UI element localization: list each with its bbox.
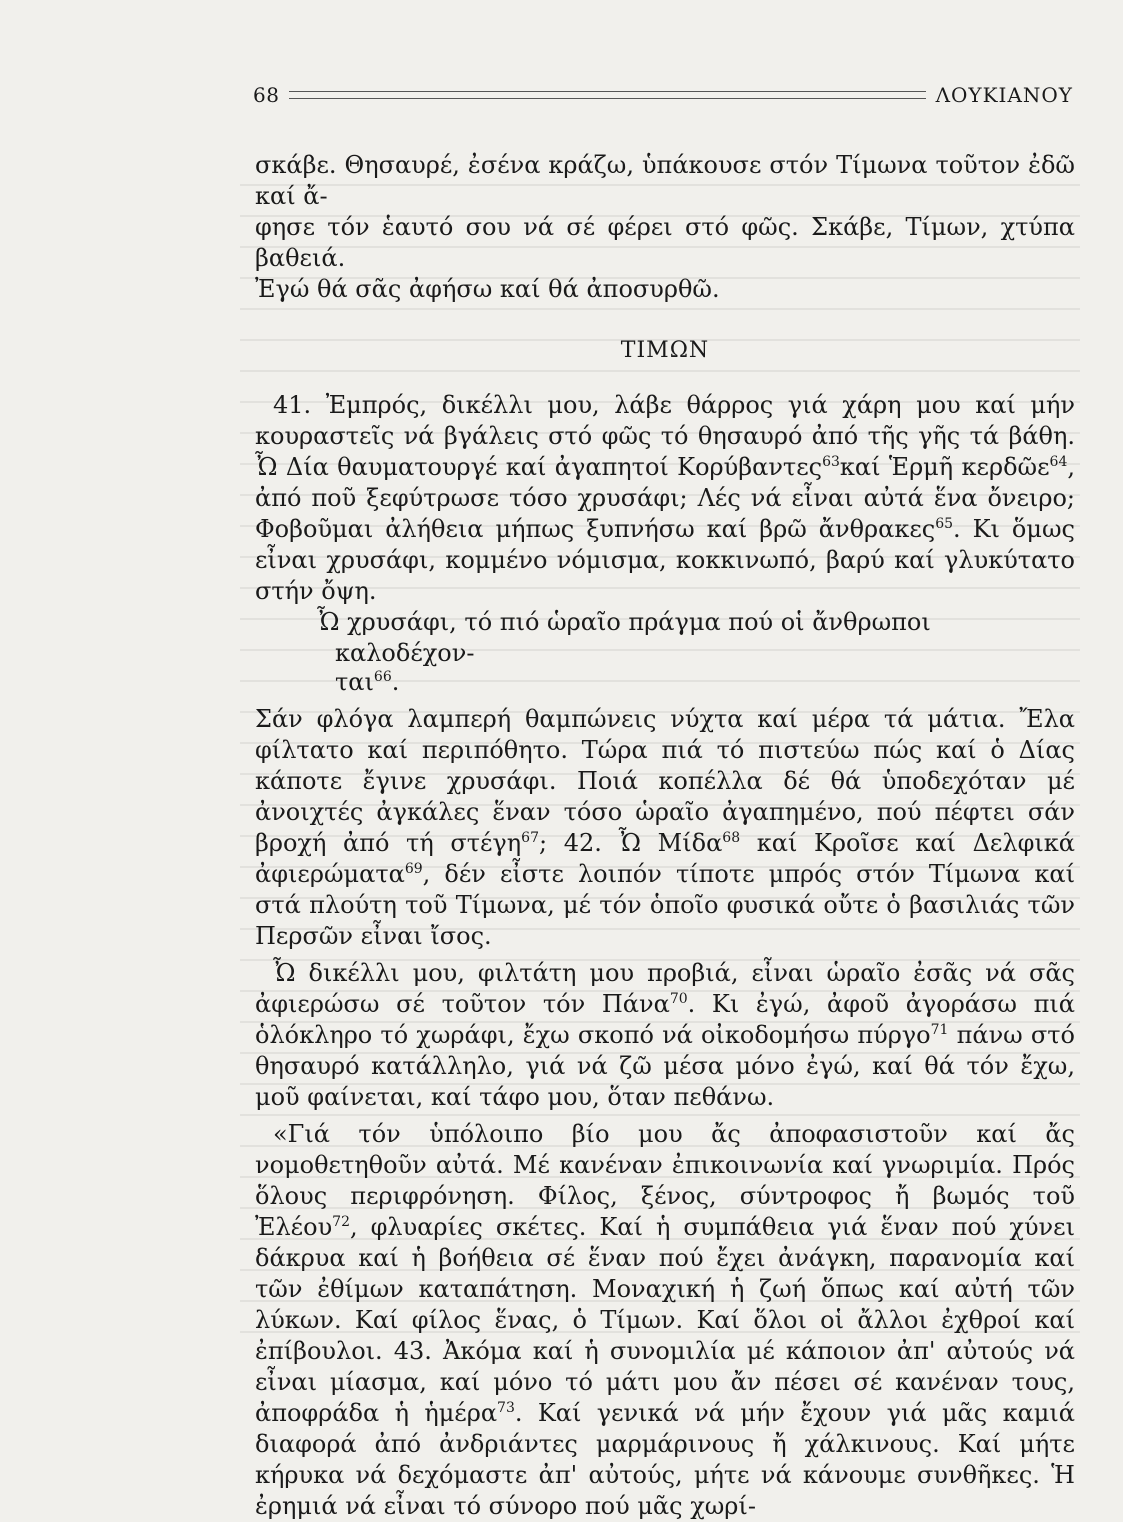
para2-text-b: ; 42. Ὦ Μίδα xyxy=(538,829,723,857)
para1-text-a: 41. Ἐμπρός, δικέλλι μου, λάβε θάρρος γιά χάρη μου καί μήν κουραστεῖς νά βγάλεις στό φῶς τό θησαυρό ἀπό τῆς γῆς τά βάθη. Ὦ Δία θαυματουργέ καί ἀγαπητοί Κορύβαντες xyxy=(255,391,1075,481)
para2-text-d: , δέν εἶστε λοιπόν τίποτε μπρός στόν Τίμωνα καί στά πλούτη τοῦ Τίμωνα, μέ τόν ὁποῖο φυσικά οὔτε ὁ βασιλιάς τῶν Περσῶν εἶναι ἴσος. xyxy=(255,860,1075,950)
footnote-ref-64: 64 xyxy=(1049,454,1068,470)
para3-text-a: Ὦ δικέλλι μου, φιλτάτη μου προβιά, εἶναι ὡραῖο ἐσᾶς νά σᾶς ἀφιερώσω σέ τοῦτον τόν Πάνα xyxy=(255,959,1075,1018)
footnote-ref-69: 69 xyxy=(404,861,423,877)
para2-text-c: καί Κροῖσε καί Δελφικά ἀφιερώματα xyxy=(255,829,1075,888)
footnote-ref-66: 66 xyxy=(373,669,392,685)
footnote-ref-73: 73 xyxy=(497,1400,515,1416)
running-header xyxy=(253,78,1073,112)
opening-line-2: φησε τόν ἑαυτό σου νά σέ φέρει στό φῶς. Σκάβε, Τίμων, χτύπα βαθειά. xyxy=(255,213,1075,272)
paragraph-continuation xyxy=(255,704,1075,952)
verse-line-2-text: ται xyxy=(335,668,374,696)
footnote-ref-72: 72 xyxy=(332,1214,350,1230)
main-text xyxy=(255,150,1075,1522)
footnote-ref-67: 67 xyxy=(521,830,539,846)
footnote-ref-70: 70 xyxy=(669,991,688,1007)
page-number: 68 xyxy=(253,83,280,107)
header-rule xyxy=(289,91,925,99)
paragraph-dedication xyxy=(255,958,1075,1113)
running-title: ΛΟΥΚΙΑΝΟΥ xyxy=(935,83,1073,107)
footnote-ref-65: 65 xyxy=(935,516,954,532)
para4-text-b: , φλυαρίες σκέτες. Καί ἡ συμπάθεια γιά ἕναν πού χύνει δάκρυα καί ἡ βοήθεια σέ ἕναν πού ἔχει ἀνάγκη, παρανομία καί τῶν ἐθίμων καταπάτηση. Μοναχική ἡ ζωή ὅπως καί αὐτή τῶν λύκων. Καί φίλος ἕνας, ὁ Τίμων. Καί ὅλοι οἱ ἄλλοι ἐχθροί καί ἐπίβουλοι. 43. Ἀκόμα καί ἡ συνομιλία μέ κάποιον ἀπ' αὐτούς νά εἶναι μίασμα, καί μόνο τό μάτι μου ἄν πέσει σέ κανέναν τους, ἀποφράδα ἡ ἡμέρα xyxy=(255,1213,1075,1427)
para1-text-d: . Κι ὅμως εἶναι χρυσάφι, κομμένο νόμισμα, κοκκινωπό, βαρύ καί γλυκύτατο στήν ὄψη. xyxy=(255,515,1075,605)
para4-text-a: «Γιά τόν ὑπόλοιπο βίο μου ἄς ἀποφασιστοῦν καί ἄς νομοθετηθοῦν αὐτά. Μέ κανέναν ἐπικοινωνία καί γνωριμία. Πρός ὅλους περιφρόνηση. Φίλος, ξένος, σύντροφος ἤ βωμός τοῦ Ἐλέου xyxy=(255,1120,1075,1241)
paragraph-42-43 xyxy=(255,1119,1075,1522)
para1-text-b: καί Ἑρμῆ κερδῶε xyxy=(839,453,1050,481)
verse-quotation xyxy=(255,607,1075,698)
footnote-ref-71: 71 xyxy=(930,1022,949,1038)
verse-line-2-end: . xyxy=(391,668,400,696)
para2-text-a: Σάν φλόγα λαμπερή θαμπώνεις νύχτα καί μέρα τά μάτια. Ἔλα φίλτατο καί περιπόθητο. Τώρα πιά τό πιστεύω πώς καί ὁ Δίας κάποτε ἔγινε χρυσάφι. Ποιά κοπέλλα δέ θά ὑποδεχόταν μέ ἀνοιχτές ἀγκάλες ἕναν τόσο ὡραῖο ἀγαπημένο, πού πέφτει σάν βροχή ἀπό τή στέγη xyxy=(255,705,1075,857)
para3-text-b: . Κι ἐγώ, ἀφοῦ ἀγοράσω πιά ὁλόκληρο τό χωράφι, ἔχω σκοπό νά οἰκοδομήσω πύργο xyxy=(255,990,1076,1049)
section-title: ΤΙΜΩΝ xyxy=(620,338,710,363)
opening-line-1: σκάβε. Θησαυρέ, ἐσένα κράζω, ὑπάκουσε στόν Τίμωνα τοῦτον ἐδῶ καί ἄ- xyxy=(255,151,1075,210)
opening-line-3: Ἐγώ θά σᾶς ἀφήσω καί θά ἀποσυρθῶ. xyxy=(255,275,720,303)
paragraph-41 xyxy=(255,390,1075,607)
verse-line-2 xyxy=(335,667,1075,698)
para4-text-c: . Καί γενικά νά μήν ἔχουν γιά μᾶς καμιά διαφορά ἀπό ἀνδριάντες μαρμάρινους ἤ χάλκινους. Καί μήτε κήρυκα νά δεχόμαστε ἀπ' αὐτούς, μήτε νά κάνουμε συνθῆκες. Ἡ ἐρημιά νά εἶναι τό σύνορο πού μᾶς χωρί- xyxy=(255,1399,1075,1520)
para3-text-c: πάνω στό θησαυρό κατάλληλο, γιά νά ζῶ μέσα μόνο ἐγώ, καί θά τόν ἔχω, μοῦ φαίνεται, καί τάφο μου, ὅταν πεθάνω. xyxy=(255,1021,1076,1111)
para1-text-c: , ἀπό ποῦ ξεφύτρωσε τόσο χρυσάφι; Λές νά εἶναι αὐτά ἕνα ὄνειρο; Φοβοῦμαι ἀλήθεια μήπως ξυπνήσω καί βρῶ ἄνθρακες xyxy=(255,453,1075,543)
footnote-ref-63: 63 xyxy=(822,454,840,470)
verse-line-1: Ὦ χρυσάφι, τό πιό ὡραῖο πράγμα πού οἱ ἄνθρωποι καλοδέχον- xyxy=(317,608,931,667)
footnote-ref-68: 68 xyxy=(722,830,741,846)
